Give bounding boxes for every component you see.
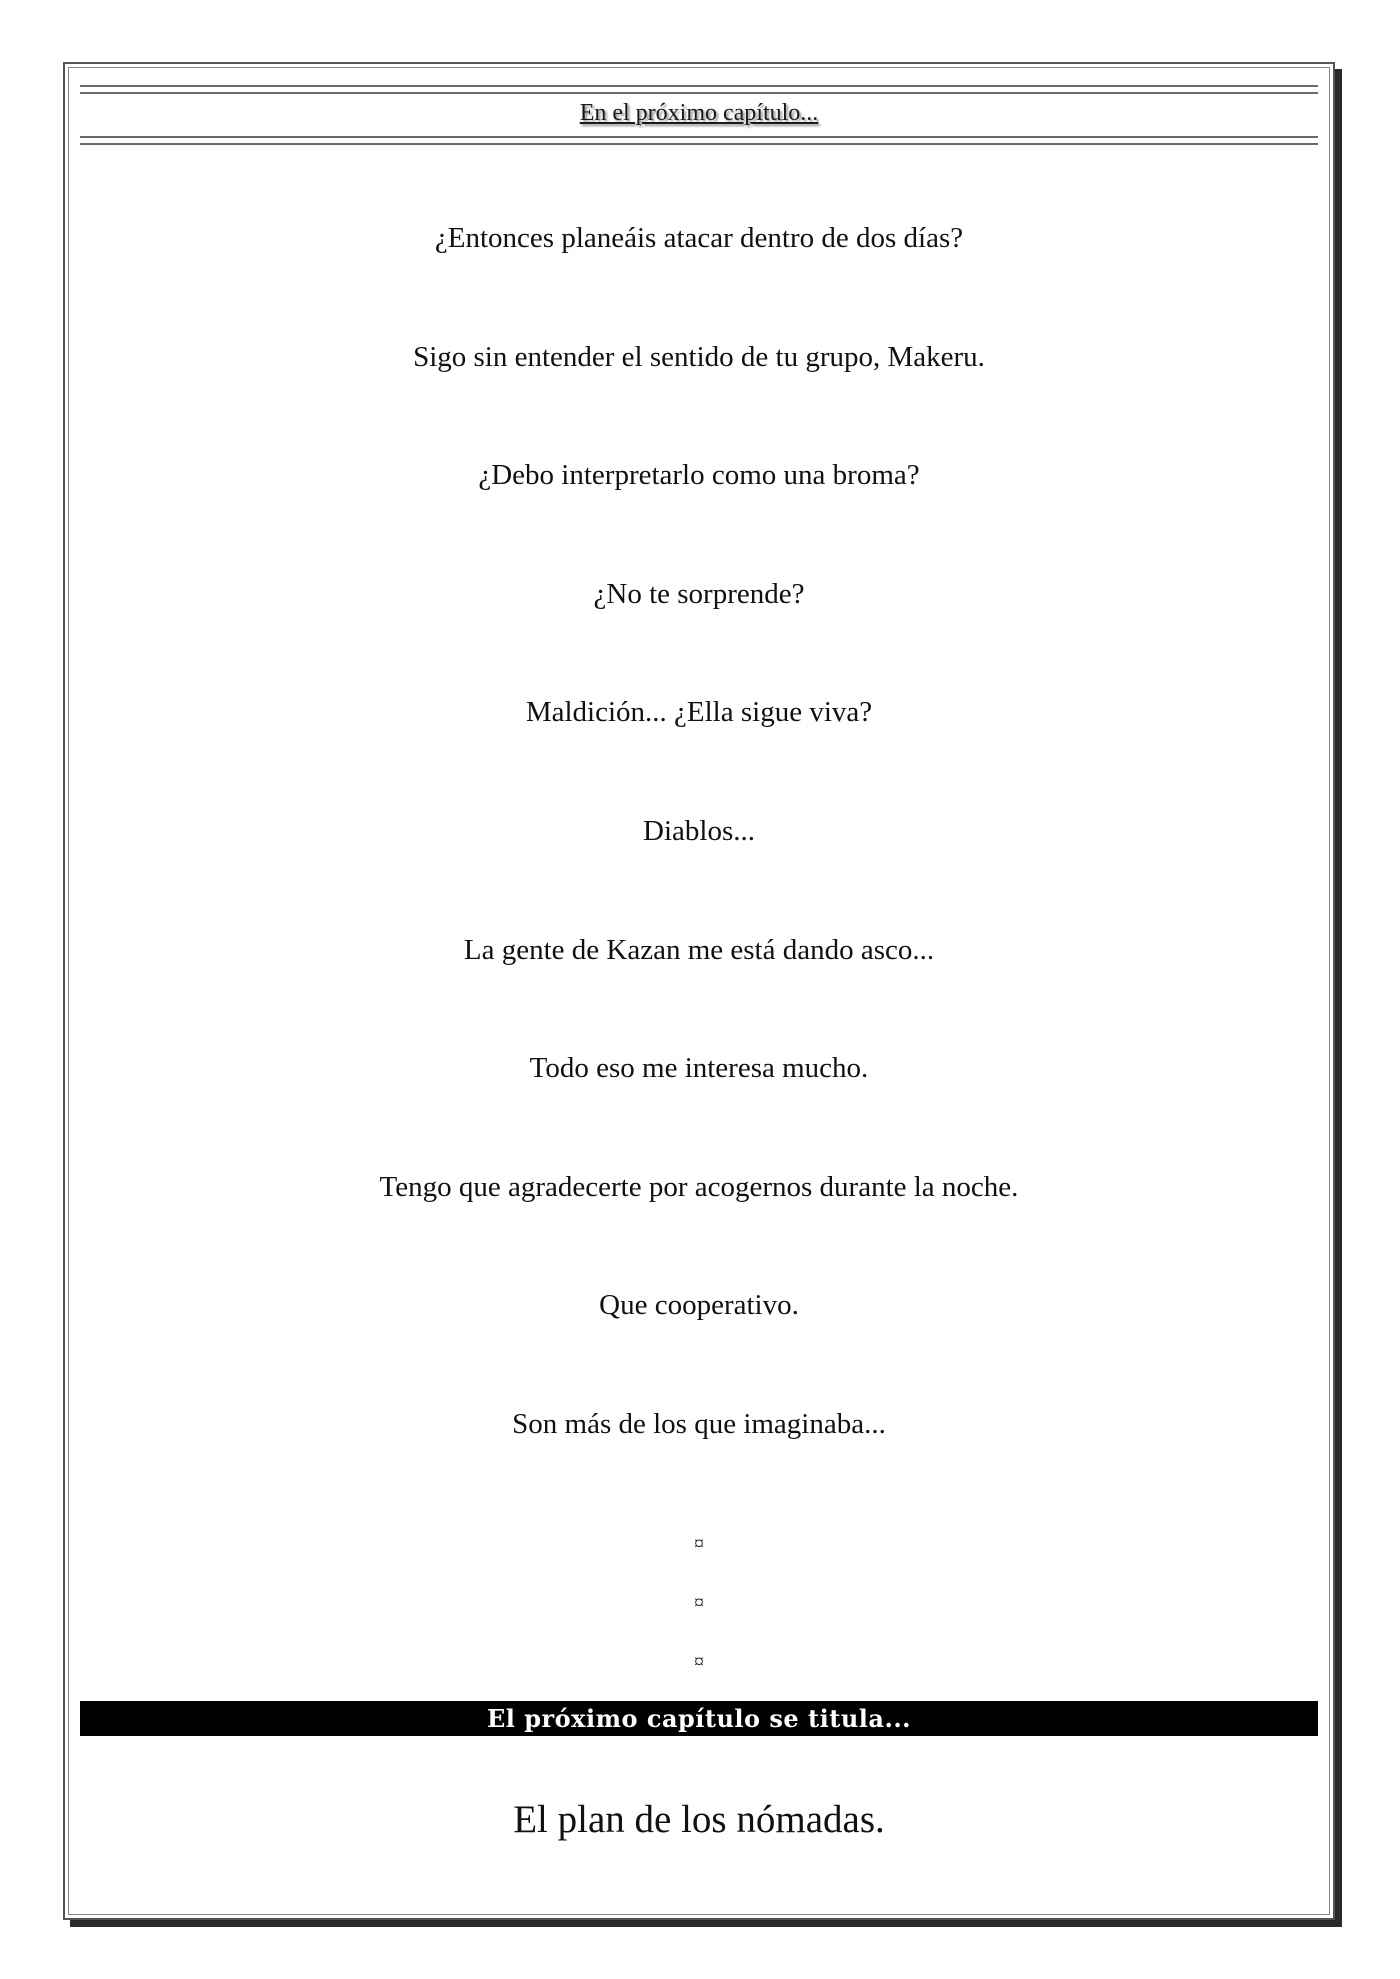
header-bottom-rule <box>80 136 1318 145</box>
header-title: En el próximo capítulo... <box>579 100 819 126</box>
dialogue-line: Sigo sin entender el sentido de tu grupo, Makeru. <box>413 340 985 373</box>
ornament-icon: ¤ <box>694 1592 704 1614</box>
next-chapter-banner: El próximo capítulo se titula... <box>80 1701 1318 1736</box>
dialogue-list <box>65 216 1333 1521</box>
dialogue-line: ¿Debo interpretarlo como una broma? <box>478 459 920 492</box>
ornament-icon: ¤ <box>694 1651 704 1673</box>
chapter-title: El plan de los nómadas. <box>513 1798 885 1841</box>
dialogue-line: La gente de Kazan me está dando asco... <box>463 933 935 966</box>
dialogue-line: Son más de los que imaginaba... <box>512 1407 886 1440</box>
dialogue-line: ¿Entonces planeáis atacar dentro de dos días? <box>434 222 964 254</box>
page-frame <box>63 62 1335 1920</box>
ornament-divider <box>65 1529 1333 1706</box>
dialogue-line: Maldición... ¿Ella sigue viva? <box>525 696 873 729</box>
ornament-icon: ¤ <box>694 1533 704 1555</box>
dialogue-line: Tengo que agradecerte por acogernos durante la noche. <box>379 1170 1019 1203</box>
dialogue-line: ¿No te sorprende? <box>593 577 805 610</box>
dialogue-line: Diablos... <box>643 814 755 847</box>
header-top-rule <box>80 85 1318 94</box>
header-band <box>80 85 1318 145</box>
dialogue-line: Que cooperativo. <box>599 1289 799 1322</box>
dialogue-line: Todo eso me interesa mucho. <box>529 1052 869 1085</box>
